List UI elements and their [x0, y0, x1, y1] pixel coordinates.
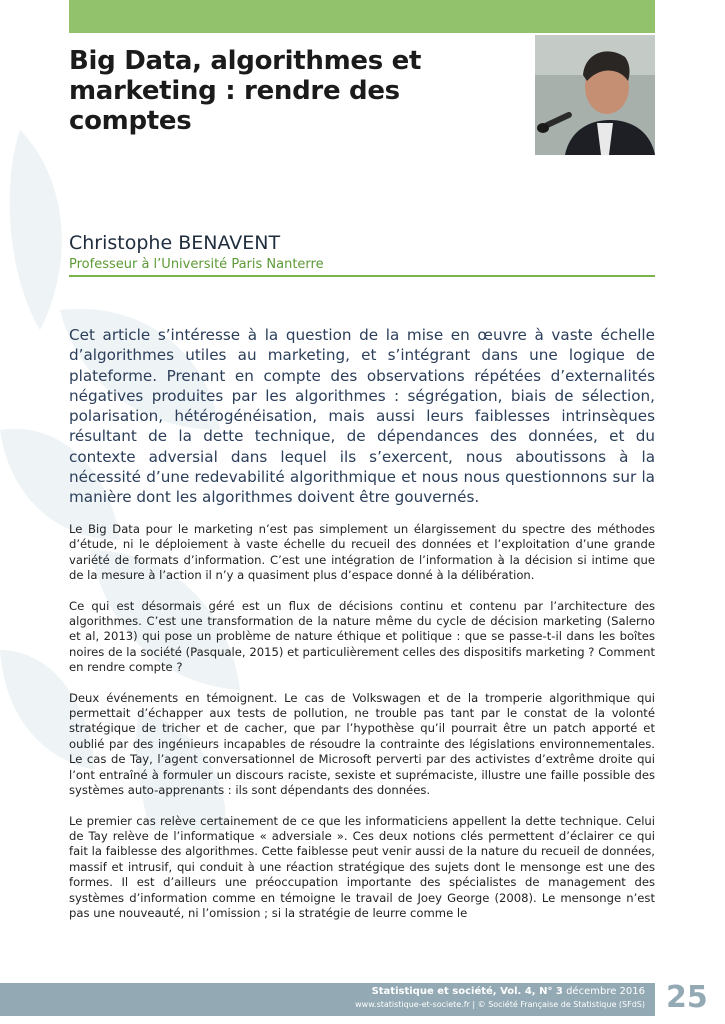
article-body — [69, 522, 655, 936]
page-number: 25 — [666, 980, 708, 1015]
article-title: Big Data, algorithmes et marketing : rendre des comptes — [69, 46, 422, 136]
body-paragraph: Le Big Data pour le marketing n’est pas simplement un élargissement du spectre des méthodes d’étude, ni le déploiement à vaste échelle du recueil des données et l’exploitation d’une grande variété de formats d’information. C’est une intégration de l’information à la décision si intime que de la mesure à l’action il n’y a quasiment plus d’espace donné à la délibération. — [69, 522, 655, 583]
footer-date: décembre 2016 — [566, 986, 645, 997]
abstract: Cet article s’intéresse à la question de la mise en œuvre à vaste échelle d’algorithmes utiles au marketing, et s’intégrant dans une logique de plateforme. Prenant en compte des observations répétées d’externalités négatives produites par les algorithmes : ségrégation, biais de sélection, polarisation, hétérogénéisation, mais aussi leurs faiblesses intrinsèques résultant de la dette technique, de dépendances des données, et du contexte adversial dans lequel ils s’exercent, nous aboutissons à la nécessité d’une redevabilité algorithmique et nous nous questionnons sur la manière dont les algorithmes doivent être gouvernés. — [69, 326, 655, 507]
footer-journal: Statistique et société, Vol. 4, N° 3 — [371, 986, 563, 997]
body-paragraph: Deux événements en témoignent. Le cas de Volkswagen et de la tromperie algorithmique qui permettait d’échapper aux tests de pollution, ne trouble pas tant par le constat de la volonté stratégique de tricher et de cacher, que par l’hypothèse qu’il pourrait être un patch apporté et oublié par des ingénieurs incapables de résoudre la contrainte des législations environnementales. Le cas de Tay, l’agent conversationnel de Microsoft perverti par des activistes d’extrême droite qui l’ont entraîné à formuler un discours raciste, sexiste et suprémaciste, illustre une faille possible des systèmes auto-apprenants : ils sont dépendants des données. — [69, 690, 655, 798]
body-paragraph: Ce qui est désormais géré est un flux de décisions continu et contenu par l’architecture des algorithmes. C’est une transformation de la nature même du cycle de décision marketing (Salerno et al, 2013) qui pose un problème de nature éthique et politique : que se passe-t-il dans les boîtes noires de la société (Pasquale, 2015) et particulièrement celles des dispositifs marketing ? Comment en rendre compte ? — [69, 598, 655, 675]
author-affiliation: Professeur à l’Université Paris Nanterre — [69, 257, 324, 272]
author-portrait-image — [535, 35, 655, 155]
top-accent-bar — [69, 0, 655, 33]
body-paragraph: Le premier cas relève certainement de ce que les informaticiens appellent la dette technique. Celui de Tay relève de l’informatique « adversiale ». Ces deux notions clés permettent d’éclairer ce qui fait la faiblesse des algorithmes. Cette faiblesse peut venir aussi de la nature du recueil de données, massif et intrusif, qui conduit à une réaction stratégique des sujets dont le mensonge est une des formes. Il est d’ailleurs une préoccupation importante des spécialistes de management des systèmes d’information comme en témoigne le travail de Joey George (2008). Le mensonge n’est pas une nouveauté, ni l’omission ; si la stratégie de leurre comme le — [69, 813, 655, 920]
footer-journal-line — [372, 986, 645, 997]
author-name: Christophe BENAVENT — [69, 232, 281, 254]
author-photo — [535, 35, 655, 155]
footer-credits: www.statistique-et-societe.fr | © Société Française de Statistique (SFdS) — [355, 1000, 645, 1009]
author-divider — [69, 275, 655, 277]
